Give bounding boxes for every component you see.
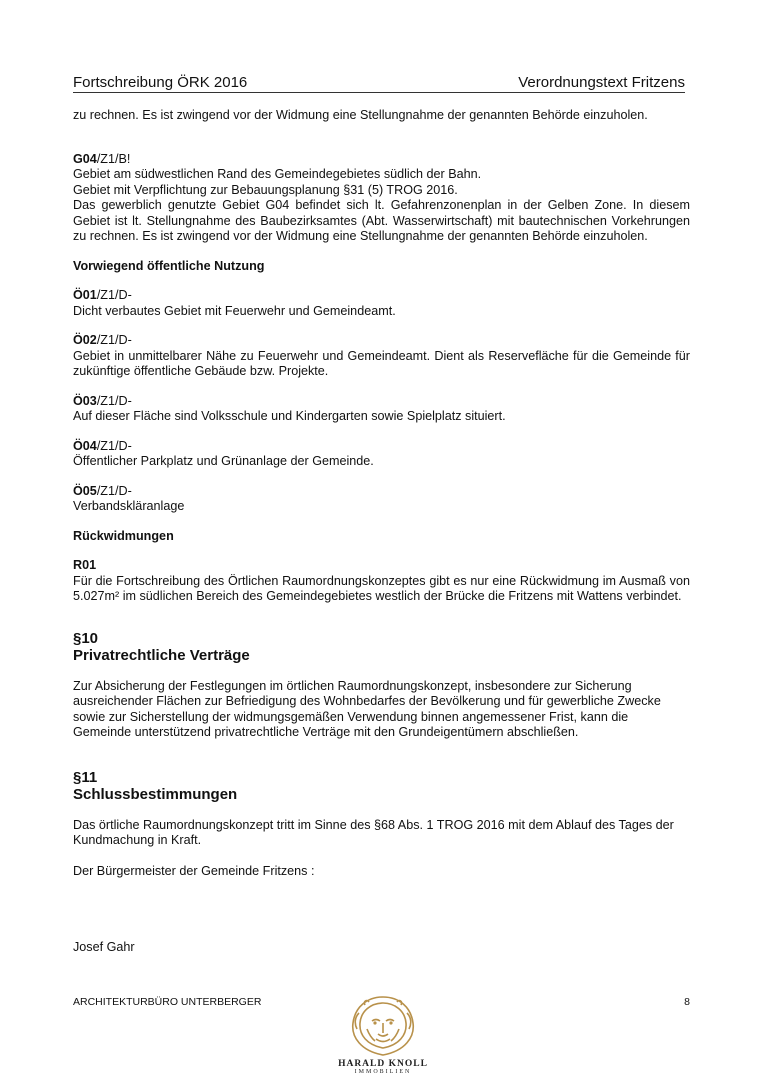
public-use-heading: Vorwiegend öffentliche Nutzung [73,258,265,273]
g04-line-1: Gebiet am südwestlichen Rand des Gemeindegebietes südlich der Bahn. [73,167,482,181]
oe02-code-rest: /Z1/D- [96,333,132,347]
lion-head-icon [337,993,429,1059]
header-left: Fortschreibung ÖRK 2016 [73,74,248,91]
g04-code-bold: G04 [73,151,97,166]
oe01-text: Dicht verbautes Gebiet mit Feuerwehr und Gemeindeamt. [73,303,396,318]
oe01-code [73,288,690,304]
rueckwidmungen-heading: Rückwidmungen [73,528,174,543]
oe02-code [73,333,690,349]
oe05-code [73,484,690,500]
watermark-logo [337,993,429,1080]
g04-paragraph: Das gewerblich genutzte Gebiet G04 befindet sich lt. Gefahrenzonenplan in der Gelben Zone. In diesem Gebiet ist lt. Stellungnahme des Baubezirksamtes (Abt. Wasserwirtschaft) mit bautechnischen Vorkehrungen zu rechnen. Es ist zwingend vor der Widmung eine Stellungnahme der genannten Behörde einzuholen. [73,198,690,243]
header-right: Verordnungstext Fritzens [518,74,685,91]
r01-code: R01 [73,558,97,572]
mayor-line: Der Bürgermeister der Gemeinde Fritzens : [73,863,315,878]
oe02-text: Gebiet in unmittelbarer Nähe zu Feuerwehr und Gemeindeamt. Dient als Reservefläche für die Gemeinde für zukünftige öffentliche Gebäude bzw. Projekte. [73,348,690,378]
section-11-number: §11 [73,768,98,786]
section-11-line-1: Das örtliche Raumordnungskonzept tritt im Sinne des §68 Abs. 1 TROG 2016 mit dem Ablauf des Tages der [73,817,674,832]
section-10-line-4: Gemeinde unterstützend privatrechtliche Verträge mit den Grundeigentümern abschließen. [73,725,579,739]
oe03-text: Auf dieser Fläche sind Volksschule und Kindergarten sowie Spielplatz situiert. [73,409,506,423]
oe04-code-bold: Ö04 [73,438,97,453]
logo-name: HARALD KNOLL [338,1059,428,1069]
oe01-code-bold: Ö01 [73,288,97,302]
oe03-code-bold: Ö03 [73,393,97,408]
section-10-line-1: Zur Absicherung der Festlegungen im örtlichen Raumordnungskonzept, insbesondere zur Sicherung [73,678,632,693]
oe05-code-rest: /Z1/D- [96,483,132,498]
logo-sub: IMMOBILIEN [354,1069,412,1075]
section-10-line-3: sowie zur Sicherstellung der widmungsgemäßen Verwendung binnen angemessener Frist, kann die [73,709,629,724]
oe04-text: Öffentlicher Parkplatz und Grünanlage der Gemeinde. [73,454,374,468]
g04-code [73,152,690,168]
oe04-code-rest: /Z1/D- [96,438,132,453]
oe01-code-rest: /Z1/D- [96,288,132,302]
oe03-code [73,394,690,410]
oe05-text: Verbandskläranlage [73,499,185,513]
page-header [73,74,685,93]
section-10-title: Privatrechtliche Verträge [73,646,250,664]
section-11-title: Schlussbestimmungen [73,785,238,803]
oe03-code-rest: /Z1/D- [96,393,132,408]
document-body [73,108,690,956]
footer-office: ARCHITEKTURBÜRO UNTERBERGER [73,996,262,1008]
g04-code-rest: /Z1/B! [96,151,131,166]
intro-paragraph: zu rechnen. Es ist zwingend vor der Widmung eine Stellungnahme der genannten Behörde einzuholen. [73,108,648,122]
section-10-line-2: ausreichender Flächen zur Befriedigung des Wohnbedarfes der Bevölkerung und für gewerbliche Zwecke [73,694,661,708]
signature-name: Josef Gahr [73,940,135,954]
section-11-line-2: Kundmachung in Kraft. [73,833,202,847]
oe05-code-bold: Ö05 [73,483,97,498]
page-number: 8 [684,996,690,1008]
section-10-number: §10 [73,629,99,647]
g04-line-2: Gebiet mit Verpflichtung zur Bebauungsplanung §31 (5) TROG 2016. [73,182,458,197]
r01-text: Für die Fortschreibung des Örtlichen Raumordnungskonzeptes gibt es nur eine Rückwidmung im Ausmaß von 5.027m² im südlichen Bereich des Gemeindegebietes westlich der Brücke die Fritzens mit Wattens verbindet. [73,573,690,603]
oe02-code-bold: Ö02 [73,333,97,347]
oe04-code [73,439,690,455]
